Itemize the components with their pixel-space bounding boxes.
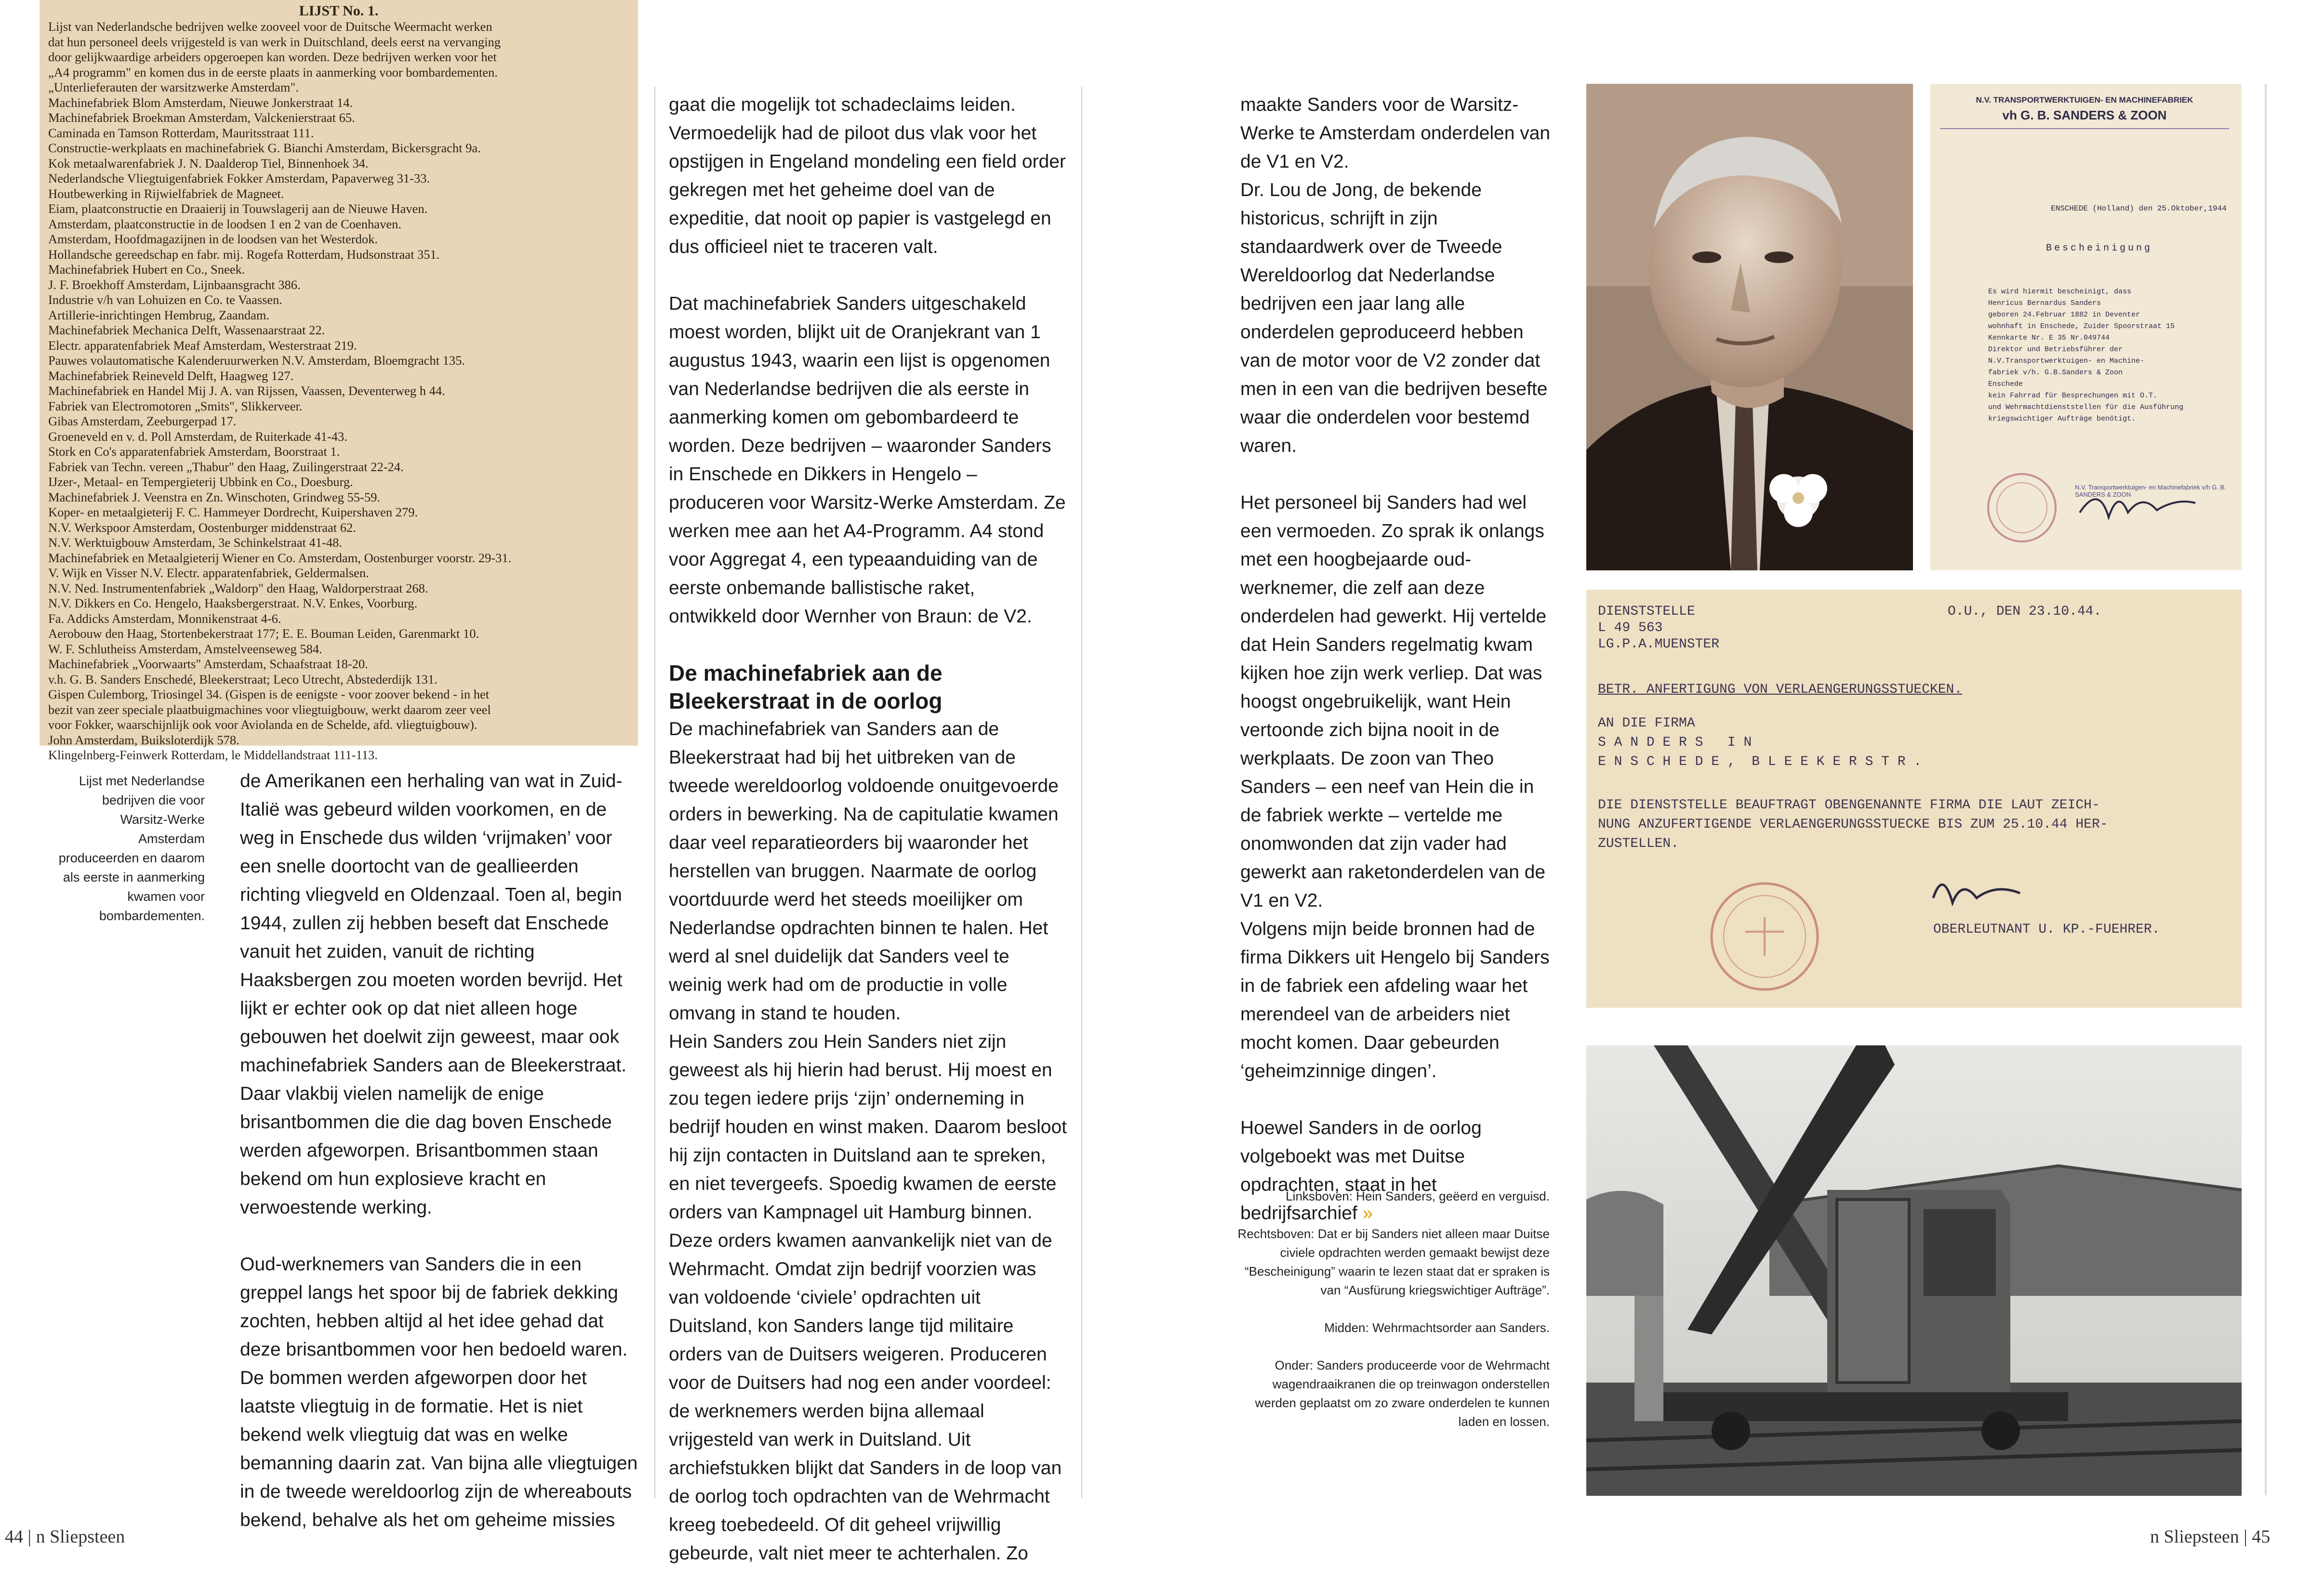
- clipping-line: N.V. Ned. Instrumentenfabriek „Waldorp" den Haag, Waldorperstraat 268.: [48, 580, 428, 595]
- order-dienststelle: DIENSTSTELLE: [1598, 604, 1695, 619]
- clipping-line: N.V. Werkspoor Amsterdam, Oostenburger middenstraat 62.: [48, 520, 356, 535]
- order-office: LG.P.A.MUENSTER: [1598, 637, 1720, 652]
- letter-body: [1988, 286, 2229, 425]
- clipping-line: Machinefabriek Broekman Amsterdam, Valckenierstraat 65.: [48, 110, 355, 125]
- order-subject: BETR. ANFERTIGUNG VON VERLAENGERUNGSSTUECKEN.: [1598, 682, 1963, 697]
- paragraph: maakte Sanders voor de Warsitz-Werke te Amsterdam onderdelen van de V1 en V2.: [1240, 94, 1551, 172]
- paragraph: de Amerikanen een herhaling van wat in Zuid-Italië was gebeurd wilden voorkomen, en de weg in Enschede dus wilden ‘vrijmaken’ voor een snelle doortocht van de geallieerden richting vliegveld en Oldenzaal. Toen al, begin 1944, zullen zij hebben beseft dat Enschede vanuit het zuiden, vanuit de richting Haaksbergen zou moeten worden bevrijd. Het lijkt er echter ook op dat niet alleen hoge gebouwen het doelwit zijn geweest, maar ook machinefabriek Sanders aan de Bleekerstraat. Daar vlakbij vielen namelijk de enige brisantbommen die die dag boven Enschede werden afgeworpen. Brisantbommen staan bekend om hun explosieve kracht en verwoestende werking.: [240, 771, 627, 1218]
- letterhead-company-name: vh G. B. SANDERS & ZOON: [2002, 108, 2167, 122]
- letter-title: Bescheinigung: [2046, 243, 2153, 254]
- letter-line: geboren 24.Februar 1882 in Deventer: [1988, 311, 2140, 319]
- letter-line: Kennkarte Nr. E 35 Nr.049744: [1988, 334, 2110, 342]
- letter-line: und Wehrmachtdienststellen für die Ausführung: [1988, 403, 2184, 411]
- clipping-line: Machinefabriek Reineveld Delft, Haagweg 127.: [48, 368, 294, 383]
- order-text-2: NUNG ANZUFERTIGENDE VERLAENGERUNGSSTUECKE BIS ZUM 25.10.44 HER-: [1598, 817, 2108, 832]
- clipping-line: Machinefabriek J. Veenstra en Zn. Winschoten, Grindweg 55-59.: [48, 489, 380, 504]
- section-heading: De machinefabriek aan de Bleekerstraat in de oorlog: [669, 660, 943, 713]
- paragraph: Oud-werknemers van Sanders die in een greppel langs het spoor bij de fabriek dekking zochten, hebben altijd al het idee gehad dat deze brisantbommen voor hen bedoeld waren.: [240, 1254, 628, 1360]
- clipping-line: Houtbewerking in Rijwielfabriek de Magneet.: [48, 186, 284, 201]
- clipping-line: v.h. G. B. Sanders Enschedé, Bleekerstraat; Leco Utrecht, Abstederdijk 131.: [48, 672, 438, 686]
- order-text-3: ZUSTELLEN.: [1598, 836, 1679, 851]
- order-text-1: DIE DIENSTSTELLE BEAUFTRAGT OBENGENANNTE FIRMA DIE LAUT ZEICH-: [1598, 798, 2100, 813]
- caption-top-left: Linksboven: Hein Sanders, geëerd en verguisd.: [1286, 1189, 1550, 1203]
- clipping-line: Machinefabriek Blom Amsterdam, Nieuwe Jonkerstraat 14.: [48, 95, 353, 110]
- clipping-line: John Amsterdam, Buiksloterdijk 578.: [48, 732, 239, 747]
- clipping-line: Klingelnberg-Feinwerk Rotterdam, le Middellandstraat 111-113.: [48, 748, 378, 762]
- paragraph: Het personeel bij Sanders had wel een vermoeden. Zo sprak ik onlangs met een hoogbejaarde oud-werknemer, die zelf aan deze onderdelen had gewerkt. Hij vertelde dat Hein Sanders regelmatig kwam kijken hoe zijn werk verliep. Dat was hoogst ongebruikelijk, want Hein vertoonde zich bijna nooit in de werkplaats. De zoon van Theo Sanders – een neef van Hein die in de fabriek werkte – vertelde me onomwonden dat zijn vader had gewerkt aan raketonderdelen van de V1 en V2.: [1240, 492, 1547, 911]
- clipping-line: Amsterdam, Hoofdmagazijnen in de loodsen van het Westerdok.: [48, 232, 378, 246]
- clipping-line: IJzer-, Metaal- en Tempergieterij Ubbink en Co., Doesburg.: [48, 475, 353, 489]
- page-footer-right: n Sliepsteen | 45: [2150, 1527, 2271, 1547]
- page-edge-rule: [2265, 84, 2267, 1495]
- order-signature-title: OBERLEUTNANT U. KP.-FUEHRER.: [1933, 922, 2160, 937]
- paragraph: Volgens mijn beide bronnen had de firma Dikkers uit Hengelo bij Sanders in de fabriek een afdeling waar het merendeel van de arbeiders niet mocht komen. Daar gebeurden ‘geheimzinnige dingen’.: [1240, 919, 1550, 1082]
- clipping-line: dat hun personeel deels vrijgesteld is van werk in Duitschland, deels eerst na vervanging: [48, 34, 501, 49]
- letter-line: N.V.Transportwerktuigen- en Machine-: [1988, 357, 2145, 365]
- crane-photo: [1586, 1045, 2242, 1496]
- letterhead-rule: [1940, 128, 2229, 129]
- order-date: O.U., DEN 23.10.44.: [1948, 604, 2102, 619]
- clipping-line: N.V. Dikkers en Co. Hengelo, Haaksbergerstraat. N.V. Enkes, Voorburg.: [48, 596, 418, 610]
- clipping-line: Machinefabriek Hubert en Co., Sneek.: [48, 262, 245, 277]
- clipping-line: Amsterdam, plaatconstructie in de loodsen 1 en 2 van de Coenhaven.: [48, 216, 401, 231]
- letter-line: kein Fahrrad für Besprechungen mit O.T.: [1988, 392, 2158, 400]
- clipping-line: „A4 programm" en komen dus in de eerste plaats in aanmerking voor bombardementen.: [48, 65, 498, 79]
- order-address-2: S A N D E R S I N: [1598, 735, 1752, 750]
- clipping-line: Machinefabriek Mechanica Delft, Wassenaarstraat 22.: [48, 323, 325, 337]
- caption-bottom: Onder: Sanders produceerde voor de Wehrmacht wagendraaikranen die op treinwagon onderstellen werden geplaatst om zo zware onderdelen te kunnen laden en lossen.: [1255, 1358, 1550, 1429]
- clipping-line: Gispen Culemborg, Triosingel 34. (Gispen is de eenigste - voor zoover bekend - in het: [48, 687, 490, 701]
- column-rule: [1081, 87, 1082, 1498]
- clipping-line: voor Fokker, waarschijnlijk ook voor Aviolanda en de Schelde, afd. vliegtuigbouw).: [48, 717, 478, 732]
- letter-line: kriegswichtiger Aufträge benötigt.: [1988, 415, 2136, 423]
- order-address-3: E N S C H E D E , B L E E K E R S T R .: [1598, 754, 1922, 769]
- caption-top-right: Rechtsboven: Dat er bij Sanders niet alleen maar Duitse civiele opdrachten werden gemaakt bewijst deze “Bescheinigung” waarin te lezen staat dat er spraken is van “Ausfürung kriegswichtiger Aufträge”.: [1237, 1227, 1550, 1297]
- clipping-line: Constructie-werkplaats en machinefabriek G. Bianchi Amsterdam, Bickersgracht 9a.: [48, 141, 481, 155]
- clipping-line: Gibas Amsterdam, Zeeburgerpad 17.: [48, 414, 237, 428]
- letter-line: Es wird hiermit bescheinigt, dass: [1988, 288, 2132, 296]
- wehrmacht-order-document: [1586, 590, 2242, 1008]
- article-column-1: [240, 767, 638, 1563]
- clipping-line: door gelijkwaardige arbeiders opgeroepen kan worden. Deze bedrijven werken voor het: [48, 50, 497, 64]
- clipping-line: Caminada en Tamson Rotterdam, Mauritsstraat 111.: [48, 125, 314, 140]
- clipping-line: Lijst van Nederlandsche bedrijven welke zooveel voor de Duitsche Weermacht werken: [48, 19, 492, 34]
- article-column-2: [669, 91, 1067, 1596]
- paragraph: Dr. Lou de Jong, de bekende historicus, schrijft in zijn standaardwerk over de Tweede Wereldoorlog dat Nederlandse bedrijven een jaar lang alle onderdelen geproduceerd hebben van de motor voor de V2 zonder dat men in een van die bedrijven besefte waar die onderdelen voor bestemd waren.: [1240, 180, 1548, 456]
- paragraph-text: Hoewel Sanders in de oorlog volgeboekt was met Duitse opdrachten, staat in het bedrijfsarchief: [1240, 1118, 1482, 1224]
- clipping-line: Fabriek van Techn. vereen „Thabur" den Haag, Zuilingerstraat 22-24.: [48, 459, 404, 474]
- photo-captions: [1232, 1187, 1550, 1450]
- clipping-line: W. F. Schlutheiss Amsterdam, Amstelveenseweg 584.: [48, 641, 322, 656]
- paragraph: De machinefabriek van Sanders aan de Bleekerstraat had bij het uitbreken van de tweede wereldoorlog voldoende onuitgevoerde orders in bewerking. Na de capitulatie kwamen daar veel reparatieorders bij waaronder het herstellen van bruggen. Naarmate de oorlog voortduurde werd het steeds moeilijker om Nederlandse opdrachten binnen te halen. Het werd al snel duidelijk dat Sanders veel te weinig werk had om de productie in volle omvang in stand te houden.: [669, 719, 1059, 1024]
- bescheinigung-letter: [1930, 84, 2242, 570]
- clipping-line: Machinefabriek en Handel Mij J. A. van Rijssen, Vaassen, Deventerweg h 44.: [48, 383, 445, 398]
- clipping-line: Nederlandsche Vliegtuigenfabriek Fokker Amsterdam, Papaverweg 31-33.: [48, 171, 430, 185]
- clipping-line: bezit van zeer speciale plaatbuigmachines voor vliegtuigbouw, werkt daarom zeer veel: [48, 702, 491, 717]
- paragraph: Hein Sanders zou Hein Sanders niet zijn geweest als hij hierin had berust. Hij moest en zou tegen iedere prijs ‘zijn’ onderneming in bedrijf houden en winst maken. Daarom besloot hij zijn contacten in Duitsland aan te spreken, en niet tevergeefs. Spoedig kwamen de eerste orders van Kampnagel uit Hamburg binnen. Deze orders kwamen aanvankelijk niet van de Wehrmacht. Omdat zijn bedrijf voorzien was van voldoende ‘civiele’ opdrachten uit Duitsland, kon Sanders lange tijd militaire orders van de Duitsers weigeren. Produceren voor de Duitsers had nog een ander voordeel: de werknemers werden bijna allemaal vrijgesteld van werk in Duitsland. Uit archiefstukken blijkt dat Sanders in de loop van de oorlog toch opdrachten van de Wehrmacht kreeg toebedeeld. Of dit geheel vrijwillig gebeurde, valt niet meer te achterhalen. Zo: [669, 1031, 1067, 1564]
- clipping-line: J. F. Broekhoff Amsterdam, Lijnbaansgracht 386.: [48, 277, 301, 292]
- clipping-line: Stork en Co's apparatenfabriek Amsterdam, Boorstraat 1.: [48, 444, 340, 459]
- clipping-line: Eiam, plaatconstructie en Draaierij in Touwslagerij aan de Nieuwe Haven.: [48, 201, 428, 216]
- letter-line: Direktor und Betriebsführer der: [1988, 345, 2123, 354]
- clipping-line: Machinefabriek en Metaalgieterij Wiener en Co. Amsterdam, Oostenburger voorstr. 29-31.: [48, 550, 512, 565]
- page-footer-left: 44 | n Sliepsteen: [5, 1527, 125, 1547]
- clipping-line: Groeneveld en v. d. Poll Amsterdam, de Ruiterkade 41-43.: [48, 429, 347, 444]
- order-fieldpost: L 49 563: [1598, 620, 1663, 635]
- clipping-line: Electr. apparatenfabriek Meaf Amsterdam, Westerstraat 219.: [48, 338, 357, 353]
- continue-arrow-icon: »: [1362, 1203, 1373, 1224]
- portrait-photo: [1586, 84, 1913, 570]
- clipping-line: Kok metaalwarenfabriek J. N. Daalderop Tiel, Binnenhoek 34.: [48, 156, 369, 171]
- letter-line: Henricus Bernardus Sanders: [1988, 299, 2101, 307]
- newspaper-clipping: [40, 0, 638, 762]
- paragraph: gaat die mogelijk tot schadeclaims leiden. Vermoedelijk had de piloot dus vlak voor het opstijgen in Engeland mondeling een field order gekregen met het geheime doel van de expeditie, dat nooit op papier is vastgelegd en dus officieel niet te traceren valt.: [669, 94, 1066, 257]
- clipping-line: N.V. Werktuigbouw Amsterdam, 3e Schinkelstraat 41-48.: [48, 535, 342, 550]
- column-rule: [654, 87, 655, 1498]
- crane-illustration: [1586, 1045, 2242, 1496]
- clipping-caption: Lijst met Nederlandse bedrijven die voor Warsitz-Werke Amsterdam produceerden en daarom als eerste in aanmerking kwamen voor bombardementen.: [58, 774, 205, 923]
- clipping-line: Artillerie-inrichtingen Hembrug, Zaandam.: [48, 307, 270, 322]
- letter-line: wohnhaft in Enschede, Zuider Spoorstraat 15: [1988, 322, 2175, 330]
- clipping-list: [40, 19, 638, 763]
- clipping-title: LIJST No. 1.: [299, 3, 379, 19]
- clipping-line: Aerobouw den Haag, Stortenbekerstraat 177; E. E. Bouman Leiden, Garenmarkt 10.: [48, 626, 479, 641]
- paragraph: De bommen werden afgeworpen door het laatste vliegtuig in de formatie. Het is niet bekend welk vliegtuig dat was en welke bemanning daarin zat. Van bijna alle vliegtuigen in de tweede wereldoorlog zijn de whereabouts bekend, behalve als het om geheime missies: [240, 1368, 638, 1530]
- portrait-illustration: [1586, 84, 1913, 570]
- caption-middle: Midden: Wehrmachtsorder aan Sanders.: [1324, 1320, 1550, 1335]
- clipping-line: „Unterlieferauten der warsitzwerke Amsterdam".: [48, 80, 299, 94]
- letter-stamp-signature: [1983, 455, 2215, 566]
- clipping-line: V. Wijk en Visser N.V. Electr. apparatenfabriek, Geldermalsen.: [48, 566, 369, 580]
- clipping-line: Fabriek van Electromotoren „Smits", Slikkerveer.: [48, 398, 303, 413]
- article-column-3: [1240, 91, 1558, 1256]
- letter-line: fabriek v/h. G.B.Sanders & Zoon: [1988, 369, 2123, 377]
- letterhead-company: N.V. TRANSPORTWERKTUIGEN- EN MACHINEFABRIEK: [1976, 95, 2193, 105]
- letter-stamp-text: N.V. Transportwerktuigen- en Machinefabriek v/h G. B. SANDERS & ZOON: [2075, 484, 2226, 498]
- letter-line: Enschede: [1988, 380, 2023, 388]
- order-address-1: AN DIE FIRMA: [1598, 716, 1695, 731]
- clipping-line: Pauwes volautomatische Kalenderuurwerken N.V. Amsterdam, Bloemgracht 135.: [48, 353, 465, 368]
- letter-date: ENSCHEDE (Holland) den 25.Oktober,1944: [2051, 204, 2227, 213]
- clipping-line: Hollandsche gereedschap en fabr. mij. Rogefa Rotterdam, Hudsonstraat 351.: [48, 247, 440, 262]
- clipping-line: Industrie v/h van Lohuizen en Co. te Vaassen.: [48, 292, 282, 307]
- clipping-line: Machinefabriek „Voorwaarts" Amsterdam, Schaafstraat 18-20.: [48, 657, 368, 671]
- clipping-line: Fa. Addicks Amsterdam, Monnikenstraat 4-6.: [48, 611, 281, 626]
- paragraph: Dat machinefabriek Sanders uitgeschakeld moest worden, blijkt uit de Oranjekrant van 1 augustus 1943, waarin een lijst is opgenomen van Nederlandse bedrijven die als eerste in aanmerking komen om gebombardeerd te worden. Deze bedrijven – waaronder Sanders in Enschede en Dikkers in Hengelo – produceren voor Warsitz-Werke Amsterdam. Ze werken mee aan het A4-Programm. A4 stond voor Aggregat 4, een typeaanduiding van de eerste onbemande ballistische raket, ontwikkeld door Wernher von Braun: de V2.: [669, 293, 1066, 627]
- clipping-line: Koper- en metaalgieterij F. C. Hammeyer Dordrecht, Kuipershaven 279.: [48, 505, 418, 519]
